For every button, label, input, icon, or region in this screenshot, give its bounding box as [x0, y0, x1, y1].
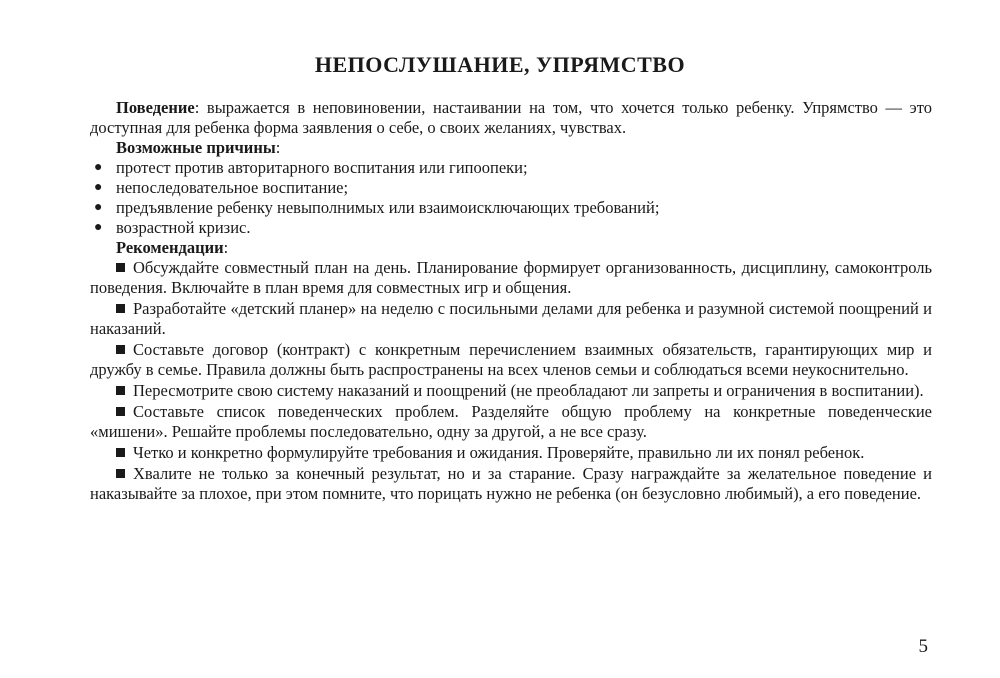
bullet-icon: ●	[94, 220, 103, 235]
recommendation-text: Обсуждайте совместный план на день. Планирование формирует организованность, дисциплину, самоконтроль поведения. Включайте в план время для совместных игр и общения.	[90, 258, 932, 297]
cause-item-text: протест против авторитарного воспитания или гипоопеки;	[116, 158, 528, 177]
bullet-icon: ●	[94, 180, 103, 195]
page-title: НЕПОСЛУШАНИЕ, УПРЯМСТВО	[314, 52, 686, 77]
cause-item-3	[90, 198, 932, 218]
behavior-label: Поведение	[116, 98, 195, 117]
behavior-text: : выражается в неповиновении, настаивании на том, что хочется только ребенку. Упрямство — это доступная для ребенка форма заявления о себе, о своих желаниях, чувствах.	[90, 98, 932, 137]
recommendations-label: Рекомендации	[116, 238, 224, 257]
causes-label: Возможные причины	[116, 138, 276, 157]
recommendation-text: Составьте список поведенческих проблем. Разделяйте общую проблему на конкретные поведенческие «мишени». Решайте проблемы последовательно, одну за другой, а не все сразу.	[90, 402, 932, 441]
square-bullet-icon	[116, 448, 125, 457]
recommendation-item-4	[90, 381, 932, 401]
square-bullet-icon	[116, 407, 125, 416]
bullet-icon: ●	[94, 160, 103, 175]
recommendation-item-7	[90, 464, 932, 504]
recommendation-item-5	[90, 402, 932, 442]
cause-item-1	[90, 158, 932, 178]
bullet-icon: ●	[94, 200, 103, 215]
square-bullet-icon	[116, 469, 125, 478]
recommendation-text: Четко и конкретно формулируйте требования и ожидания. Проверяйте, правильно ли их понял ребенок.	[133, 443, 865, 462]
cause-item-4	[90, 218, 932, 238]
page-content	[90, 98, 932, 505]
cause-item-2	[90, 178, 932, 198]
recommendations-heading	[90, 238, 932, 258]
square-bullet-icon	[116, 263, 125, 272]
recommendation-text: Разработайте «детский планер» на неделю с посильными делами для ребенка и разумной системой поощрений и наказаний.	[90, 299, 932, 338]
causes-colon: :	[275, 138, 281, 157]
cause-item-text: возрастной кризис.	[116, 218, 251, 237]
causes-list	[90, 158, 932, 238]
recommendation-item-2	[90, 299, 932, 339]
recommendation-item-1	[90, 258, 932, 298]
causes-heading	[90, 138, 932, 158]
behavior-paragraph	[90, 98, 932, 138]
square-bullet-icon	[116, 304, 125, 313]
recommendations-list	[90, 258, 932, 504]
recommendations-colon: :	[223, 238, 229, 257]
recommendation-text: Пересмотрите свою систему наказаний и поощрений (не преобладают ли запреты и ограничения в воспитании).	[133, 381, 924, 400]
square-bullet-icon	[116, 345, 125, 354]
recommendation-item-6	[90, 443, 932, 463]
cause-item-text: непоследовательное воспитание;	[116, 178, 349, 197]
recommendation-text: Составьте договор (контракт) с конкретным перечислением взаимных обязательств, гарантирующих мир и дружбу в семье. Правила должны быть распространены на всех членов семьи и соблюдаться всеми неукоснительно.	[90, 340, 932, 379]
cause-item-text: предъявление ребенку невыполнимых или взаимоисключающих требований;	[116, 198, 660, 217]
square-bullet-icon	[116, 386, 125, 395]
page-number: 5	[918, 636, 928, 657]
recommendation-text: Хвалите не только за конечный результат, но и за старание. Сразу награждайте за желательное поведение и наказывайте за плохое, при этом помните, что порицать нужно не ребенка (он безусловно любимый), а его поведение.	[90, 464, 932, 503]
recommendation-item-3	[90, 340, 932, 380]
